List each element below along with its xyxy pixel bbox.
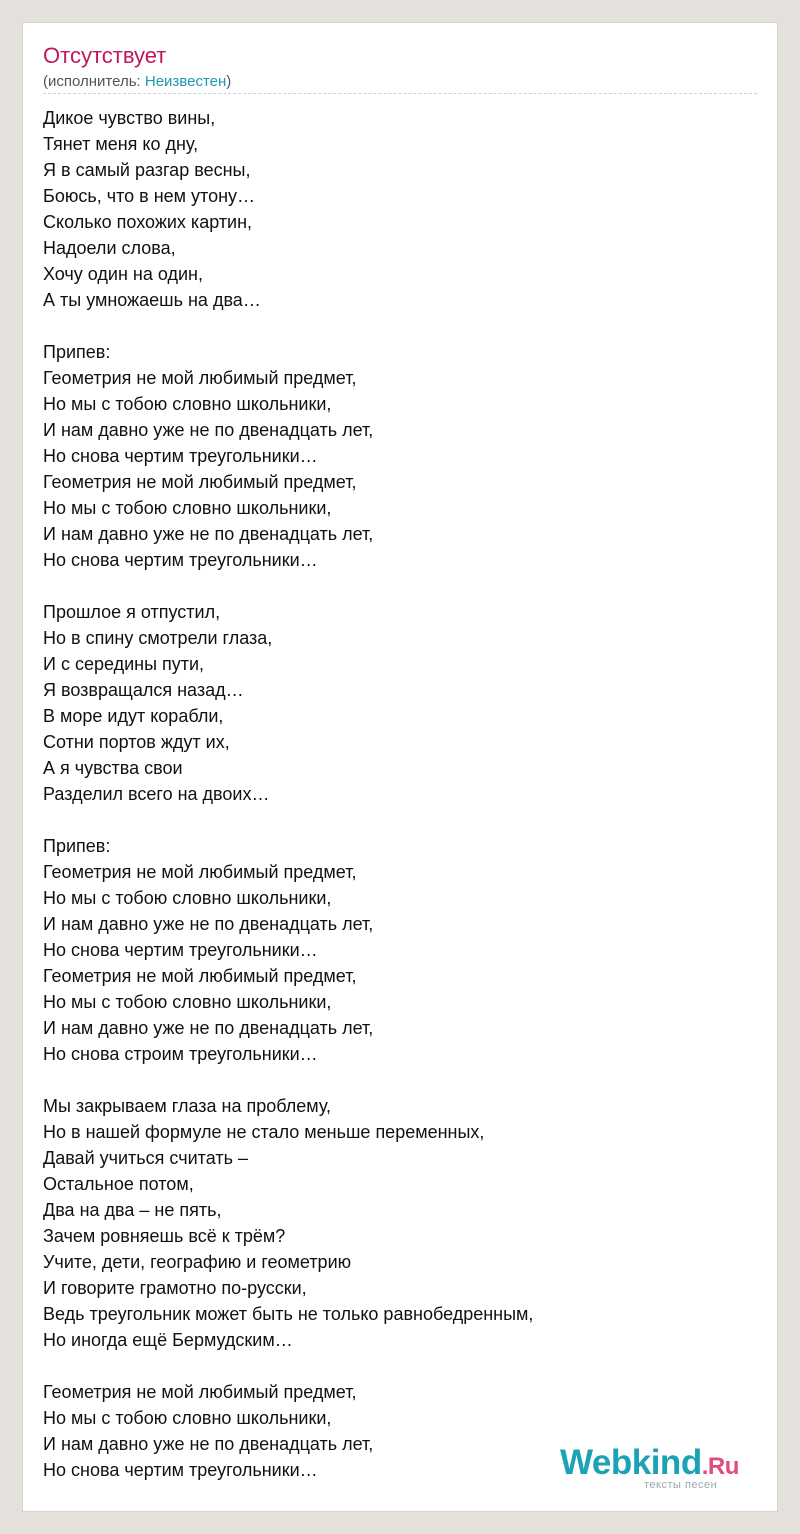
lyrics-line: В море идут корабли,: [43, 706, 224, 726]
logo-name: Webkind: [560, 1443, 702, 1482]
lyrics-line: Но снова чертим треугольники…: [43, 1460, 318, 1480]
artist-suffix: ): [226, 73, 232, 90]
lyrics-line: Сколько похожих картин,: [43, 212, 253, 232]
lyrics-line: Я в самый разгар весны,: [43, 160, 251, 180]
lyrics-line: И нам давно уже не по двенадцать лет,: [43, 1434, 374, 1454]
lyrics-stanza: [43, 599, 743, 807]
lyrics-line: Тянет меня ко дну,: [43, 134, 199, 154]
lyrics-line: Боюсь, что в нем утону…: [43, 186, 256, 206]
lyrics-line: Припев:: [43, 342, 111, 362]
lyrics-line: Я возвращался назад…: [43, 680, 244, 700]
logo-tld: .Ru: [701, 1453, 739, 1480]
logo-subtitle: тексты песен: [644, 1479, 718, 1491]
artist-link[interactable]: Неизвестен: [144, 73, 227, 90]
lyrics-line: Дикое чувство вины,: [43, 108, 216, 128]
lyrics-line: Геометрия не мой любимый предмет,: [43, 862, 357, 882]
lyrics-text: [43, 105, 743, 1509]
lyrics-line: И нам давно уже не по двенадцать лет,: [43, 1018, 374, 1038]
lyrics-line: Но в спину смотрели глаза,: [43, 628, 273, 648]
lyrics-line: И нам давно уже не по двенадцать лет,: [43, 524, 374, 544]
lyrics-stanza: [43, 105, 743, 313]
lyrics-line: Но снова чертим треугольники…: [43, 446, 318, 466]
lyrics-line: Два на два – не пять,: [43, 1200, 222, 1220]
lyrics-line: Геометрия не мой любимый предмет,: [43, 1382, 357, 1402]
lyrics-line: И говорите грамотно по-русски,: [43, 1278, 307, 1298]
lyrics-line: Геометрия не мой любимый предмет,: [43, 472, 357, 492]
artist-prefix: (исполнитель:: [43, 73, 145, 90]
title-divider: [43, 93, 757, 94]
lyrics-line: Остальное потом,: [43, 1174, 194, 1194]
lyrics-line: Но снова строим треугольники…: [43, 1044, 318, 1064]
song-title: Отсутствует: [43, 43, 167, 68]
lyrics-line: Геометрия не мой любимый предмет,: [43, 368, 357, 388]
lyrics-stanza: [43, 1093, 743, 1353]
lyrics-stanza: [43, 833, 743, 1067]
lyrics-line: Но мы с тобою словно школьники,: [43, 992, 332, 1012]
lyrics-stanza: [43, 339, 743, 573]
lyrics-line: Но мы с тобою словно школьники,: [43, 1408, 332, 1428]
lyrics-line: Ведь треугольник может быть не только равнобедренным,: [43, 1304, 534, 1324]
lyrics-line: Но в нашей формуле не стало меньше переменных,: [43, 1122, 485, 1142]
lyrics-line: Геометрия не мой любимый предмет,: [43, 966, 357, 986]
lyrics-card: [22, 22, 778, 1512]
lyrics-line: И нам давно уже не по двенадцать лет,: [43, 914, 374, 934]
lyrics-line: Но снова чертим треугольники…: [43, 940, 318, 960]
lyrics-line: Надоели слова,: [43, 238, 176, 258]
lyrics-line: Учите, дети, географию и геометрию: [43, 1252, 352, 1272]
lyrics-line: Прошлое я отпустил,: [43, 602, 221, 622]
lyrics-line: Но иногда ещё Бермудским…: [43, 1330, 293, 1350]
lyrics-line: Но мы с тобою словно школьники,: [43, 498, 332, 518]
artist-line: [43, 73, 231, 91]
lyrics-line: Сотни портов ждут их,: [43, 732, 230, 752]
lyrics-line: И нам давно уже не по двенадцать лет,: [43, 420, 374, 440]
lyrics-line: Давай учиться считать –: [43, 1148, 248, 1168]
lyrics-line: Зачем ровняешь всё к трём?: [43, 1226, 286, 1246]
lyrics-line: А ты умножаешь на два…: [43, 290, 261, 310]
lyrics-line: Но снова чертим треугольники…: [43, 550, 318, 570]
lyrics-line: А я чувства свои: [43, 758, 183, 778]
lyrics-line: Припев:: [43, 836, 111, 856]
lyrics-line: И с середины пути,: [43, 654, 205, 674]
lyrics-line: Разделил всего на двоих…: [43, 784, 270, 804]
lyrics-line: Но мы с тобою словно школьники,: [43, 888, 332, 908]
lyrics-line: Хочу один на один,: [43, 264, 203, 284]
lyrics-line: Мы закрываем глаза на проблему,: [43, 1096, 332, 1116]
lyrics-line: Но мы с тобою словно школьники,: [43, 394, 332, 414]
webkind-logo[interactable]: [560, 1443, 760, 1489]
